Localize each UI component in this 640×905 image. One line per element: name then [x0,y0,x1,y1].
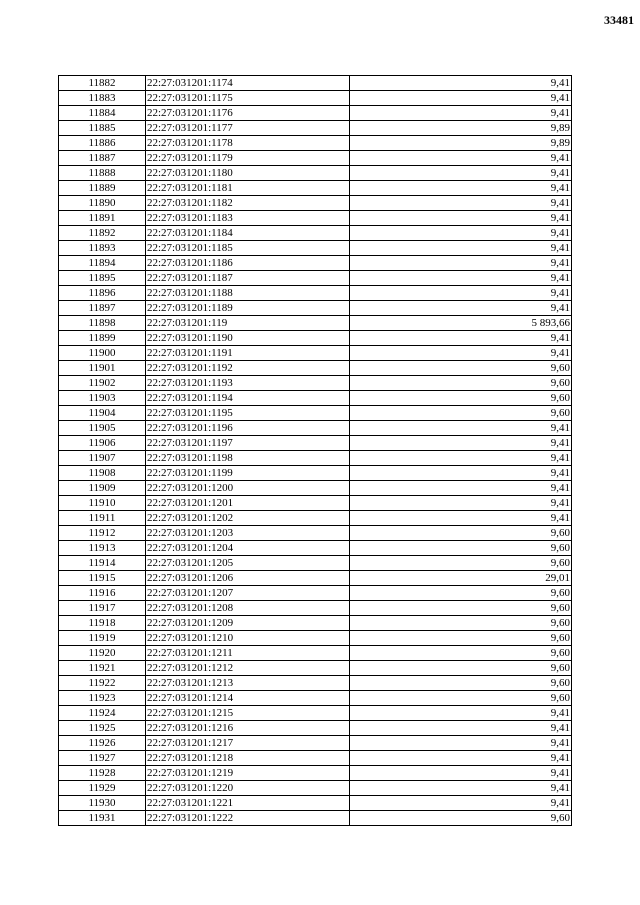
row-number: 11920 [59,646,146,661]
cadastral-number: 22:27:031201:1222 [146,811,350,826]
row-number: 11913 [59,541,146,556]
cadastral-number: 22:27:031201:1180 [146,166,350,181]
row-number: 11910 [59,496,146,511]
cadastral-number: 22:27:031201:1192 [146,361,350,376]
area-value: 29,01 [350,571,572,586]
row-number: 11905 [59,421,146,436]
row-number: 11904 [59,406,146,421]
row-number: 11883 [59,91,146,106]
area-value: 9,41 [350,286,572,301]
cadastral-number: 22:27:031201:1204 [146,541,350,556]
table-row [59,226,572,241]
table-row [59,286,572,301]
area-value: 9,41 [350,91,572,106]
cadastral-number: 22:27:031201:1186 [146,256,350,271]
row-number: 11890 [59,196,146,211]
area-value: 9,60 [350,586,572,601]
cadastral-number: 22:27:031201:1187 [146,271,350,286]
area-value: 9,41 [350,421,572,436]
table-row [59,76,572,91]
cadastral-number: 22:27:031201:1201 [146,496,350,511]
area-value: 9,41 [350,766,572,781]
table-row [59,436,572,451]
cadastral-number: 22:27:031201:1220 [146,781,350,796]
cadastral-number: 22:27:031201:1196 [146,421,350,436]
cadastral-number: 22:27:031201:1198 [146,451,350,466]
row-number: 11927 [59,751,146,766]
table-row [59,256,572,271]
cadastral-number: 22:27:031201:1205 [146,556,350,571]
area-value: 9,41 [350,181,572,196]
cadastral-number: 22:27:031201:1174 [146,76,350,91]
cadastral-number: 22:27:031201:1181 [146,181,350,196]
table-row [59,691,572,706]
table-row [59,211,572,226]
table-row [59,631,572,646]
cadastral-number: 22:27:031201:1185 [146,241,350,256]
cadastral-number: 22:27:031201:1190 [146,331,350,346]
area-value: 9,60 [350,391,572,406]
table-row [59,781,572,796]
table-row [59,331,572,346]
area-value: 9,60 [350,526,572,541]
area-value: 9,60 [350,616,572,631]
area-value: 9,41 [350,241,572,256]
row-number: 11915 [59,571,146,586]
row-number: 11931 [59,811,146,826]
table-row [59,376,572,391]
cadastral-number: 22:27:031201:1191 [146,346,350,361]
cadastral-number: 22:27:031201:1209 [146,616,350,631]
row-number: 11882 [59,76,146,91]
area-value: 9,41 [350,301,572,316]
area-value: 9,41 [350,751,572,766]
cadastral-number: 22:27:031201:1197 [146,436,350,451]
row-number: 11907 [59,451,146,466]
row-number: 11916 [59,586,146,601]
row-number: 11912 [59,526,146,541]
row-number: 11928 [59,766,146,781]
table-row [59,421,572,436]
row-number: 11893 [59,241,146,256]
table-row [59,556,572,571]
area-value: 9,60 [350,406,572,421]
row-number: 11894 [59,256,146,271]
table-row [59,391,572,406]
table-row [59,796,572,811]
table-row [59,571,572,586]
cadastral-number: 22:27:031201:1184 [146,226,350,241]
area-value: 9,41 [350,166,572,181]
table-row [59,526,572,541]
area-value: 9,41 [350,346,572,361]
cadastral-number: 22:27:031201:1182 [146,196,350,211]
table-row [59,676,572,691]
area-value: 9,41 [350,256,572,271]
area-value: 9,41 [350,706,572,721]
row-number: 11898 [59,316,146,331]
cadastral-number: 22:27:031201:1178 [146,136,350,151]
table-row [59,766,572,781]
table-row [59,361,572,376]
cadastral-number: 22:27:031201:1214 [146,691,350,706]
table-row [59,106,572,121]
area-value: 9,60 [350,676,572,691]
cadastral-number: 22:27:031201:1212 [146,661,350,676]
area-value: 9,41 [350,496,572,511]
area-value: 9,60 [350,361,572,376]
cadastral-number: 22:27:031201:1210 [146,631,350,646]
row-number: 11900 [59,346,146,361]
table-row [59,121,572,136]
row-number: 11922 [59,676,146,691]
page-number: 33481 [604,13,634,27]
cadastral-number: 22:27:031201:1213 [146,676,350,691]
cadastral-number: 22:27:031201:1217 [146,736,350,751]
table-row [59,451,572,466]
area-value: 9,41 [350,106,572,121]
table-row [59,511,572,526]
area-value: 9,60 [350,556,572,571]
table-row [59,616,572,631]
table-row [59,706,572,721]
cadastral-number: 22:27:031201:119 [146,316,350,331]
cadastral-number: 22:27:031201:1206 [146,571,350,586]
table-row [59,751,572,766]
cadastral-number: 22:27:031201:1203 [146,526,350,541]
table-row [59,736,572,751]
area-value: 9,89 [350,121,572,136]
row-number: 11925 [59,721,146,736]
cadastral-number: 22:27:031201:1188 [146,286,350,301]
table-row [59,406,572,421]
cadastral-number: 22:27:031201:1183 [146,211,350,226]
row-number: 11899 [59,331,146,346]
area-value: 9,41 [350,736,572,751]
area-value: 9,41 [350,436,572,451]
table-row [59,541,572,556]
cadastral-number: 22:27:031201:1175 [146,91,350,106]
cadastral-number: 22:27:031201:1176 [146,106,350,121]
table-row [59,661,572,676]
cadastral-number: 22:27:031201:1207 [146,586,350,601]
row-number: 11889 [59,181,146,196]
row-number: 11903 [59,391,146,406]
area-value: 9,60 [350,691,572,706]
cadastral-number: 22:27:031201:1195 [146,406,350,421]
cadastral-number: 22:27:031201:1211 [146,646,350,661]
cadastral-number: 22:27:031201:1200 [146,481,350,496]
table-row [59,241,572,256]
cadastral-number: 22:27:031201:1199 [146,466,350,481]
cadastral-number: 22:27:031201:1219 [146,766,350,781]
area-value: 5 893,66 [350,316,572,331]
row-number: 11886 [59,136,146,151]
row-number: 11901 [59,361,146,376]
cadastral-number: 22:27:031201:1193 [146,376,350,391]
table-row [59,166,572,181]
table-row [59,346,572,361]
area-value: 9,41 [350,781,572,796]
area-value: 9,60 [350,646,572,661]
row-number: 11926 [59,736,146,751]
area-value: 9,41 [350,451,572,466]
area-value: 9,41 [350,271,572,286]
area-value: 9,60 [350,376,572,391]
cadastral-number: 22:27:031201:1221 [146,796,350,811]
row-number: 11917 [59,601,146,616]
table-row [59,151,572,166]
table-row [59,91,572,106]
area-value: 9,41 [350,211,572,226]
table-row [59,481,572,496]
row-number: 11921 [59,661,146,676]
row-number: 11923 [59,691,146,706]
row-number: 11911 [59,511,146,526]
cadastral-number: 22:27:031201:1215 [146,706,350,721]
table-row [59,646,572,661]
cadastral-number: 22:27:031201:1216 [146,721,350,736]
row-number: 11914 [59,556,146,571]
table-row [59,271,572,286]
table-row [59,196,572,211]
cadastral-number: 22:27:031201:1194 [146,391,350,406]
cadastral-table [58,75,572,826]
cadastral-number: 22:27:031201:1208 [146,601,350,616]
row-number: 11887 [59,151,146,166]
area-value: 9,60 [350,601,572,616]
table-body [59,76,572,826]
row-number: 11885 [59,121,146,136]
area-value: 9,60 [350,811,572,826]
area-value: 9,41 [350,796,572,811]
table-row [59,721,572,736]
row-number: 11891 [59,211,146,226]
row-number: 11930 [59,796,146,811]
row-number: 11909 [59,481,146,496]
area-value: 9,41 [350,511,572,526]
cadastral-number: 22:27:031201:1202 [146,511,350,526]
cadastral-number: 22:27:031201:1189 [146,301,350,316]
area-value: 9,41 [350,76,572,91]
area-value: 9,41 [350,196,572,211]
row-number: 11902 [59,376,146,391]
area-value: 9,41 [350,466,572,481]
row-number: 11919 [59,631,146,646]
table-row [59,181,572,196]
area-value: 9,41 [350,481,572,496]
area-value: 9,89 [350,136,572,151]
row-number: 11896 [59,286,146,301]
cadastral-number: 22:27:031201:1177 [146,121,350,136]
area-value: 9,60 [350,631,572,646]
row-number: 11897 [59,301,146,316]
row-number: 11895 [59,271,146,286]
table-row [59,811,572,826]
area-value: 9,60 [350,541,572,556]
table-row [59,496,572,511]
row-number: 11892 [59,226,146,241]
cadastral-number: 22:27:031201:1179 [146,151,350,166]
table-row [59,316,572,331]
row-number: 11906 [59,436,146,451]
table-row [59,586,572,601]
area-value: 9,41 [350,331,572,346]
area-value: 9,41 [350,151,572,166]
table-row [59,466,572,481]
row-number: 11929 [59,781,146,796]
row-number: 11918 [59,616,146,631]
row-number: 11908 [59,466,146,481]
area-value: 9,60 [350,661,572,676]
row-number: 11924 [59,706,146,721]
row-number: 11884 [59,106,146,121]
cadastral-number: 22:27:031201:1218 [146,751,350,766]
row-number: 11888 [59,166,146,181]
area-value: 9,41 [350,226,572,241]
table-row [59,136,572,151]
area-value: 9,41 [350,721,572,736]
table-row [59,301,572,316]
table-row [59,601,572,616]
